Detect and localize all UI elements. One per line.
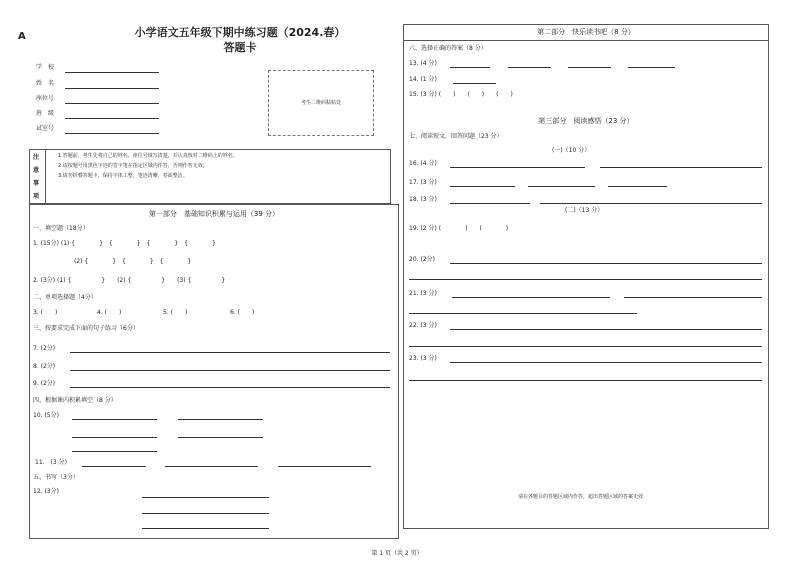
- q5-answer[interactable]: 5. ( ): [163, 309, 188, 316]
- q13-label: 13. (4 分): [409, 60, 437, 67]
- q21-line-3[interactable]: [409, 313, 637, 314]
- q13-line-4[interactable]: [628, 67, 675, 68]
- q14-line[interactable]: [453, 83, 496, 84]
- q17-line-2[interactable]: [528, 186, 595, 187]
- q21-line-1[interactable]: [452, 297, 610, 298]
- q7-answer-line[interactable]: [70, 352, 390, 353]
- info-line-school[interactable]: [65, 72, 159, 73]
- sub2-heading: (二)（13 分）: [565, 207, 604, 214]
- q13-line-2[interactable]: [508, 67, 551, 68]
- q10-label: 10. (5分): [33, 412, 59, 419]
- q18-label: 18. (3 分): [409, 196, 437, 203]
- q10-line-5[interactable]: [72, 451, 157, 452]
- info-line-class[interactable]: [65, 118, 159, 119]
- q11-line-2[interactable]: [165, 466, 258, 467]
- part1-title: 第一部分 基础知识积累与运用（39 分）: [148, 210, 280, 218]
- notice-item-1: 1.答题前，考生先将自己的姓名、座位号填写清楚，并认真核对二维码上的姓名；: [58, 153, 238, 159]
- q19-line[interactable]: 19. (2 分) ( ) ( ): [409, 225, 509, 232]
- q20-line-2[interactable]: [409, 279, 762, 280]
- page-title: 小学语文五年级下期中练习题（2024.春）: [134, 26, 346, 39]
- q4-answer[interactable]: 4. ( ): [97, 309, 122, 316]
- q17-line-1[interactable]: [450, 186, 515, 187]
- sec2-heading: 二、单项选择题（4分）: [33, 294, 97, 301]
- q1-line-b[interactable]: (2) { } { } { }: [74, 258, 192, 265]
- sec6-heading: 六、选择正确的答案（8 分）: [409, 45, 487, 52]
- q2-line[interactable]: 2. (3分) (1) { } (2) { } (3) { }: [33, 277, 226, 284]
- part3-title: 第三部分 阅读感悟（23 分）: [538, 117, 634, 125]
- q23-label: 23. (3 分): [409, 355, 437, 362]
- part2-title-divider: [403, 40, 769, 41]
- q13-line-1[interactable]: [450, 67, 490, 68]
- q16-label: 16. (4 分): [409, 160, 437, 167]
- info-label-seat: 座位号: [36, 95, 55, 102]
- q12-line-3[interactable]: [142, 528, 269, 529]
- info-line-seat[interactable]: [65, 103, 159, 104]
- q18-line-2[interactable]: [540, 203, 762, 204]
- page-subtitle: 答题卡: [223, 41, 257, 54]
- q12-line-1[interactable]: [142, 497, 269, 498]
- version-letter: A: [18, 31, 26, 42]
- q22-label: 22. (3 分): [409, 322, 437, 329]
- q10-line-4[interactable]: [178, 437, 263, 438]
- sec1-heading: 一、填空题（18分）: [33, 225, 89, 232]
- q3-answer[interactable]: 3. ( ): [33, 309, 58, 316]
- part2-title: 第二部分 快乐读书吧（8 分）: [537, 28, 635, 36]
- info-label-name: 姓 名: [36, 80, 55, 87]
- q16-line-2[interactable]: [600, 167, 762, 168]
- q20-label: 20. (2分): [409, 256, 435, 263]
- q16-line-1[interactable]: [450, 167, 585, 168]
- q15-line[interactable]: 15. (3 分) ( ) ( ) ( ): [409, 91, 513, 98]
- q21-line-2[interactable]: [624, 297, 762, 298]
- q1-line-a[interactable]: 1. (15分) (1) { } { } { } { }: [33, 240, 216, 247]
- q17-line-3[interactable]: [608, 186, 667, 187]
- q8-answer-line[interactable]: [70, 370, 390, 371]
- info-label-room: 试室号: [36, 125, 55, 132]
- sec4-heading: 四、根据课内积累填空（8 分）: [33, 397, 117, 404]
- q11-label: 11. (3 分): [35, 459, 67, 466]
- notice-label-2: 意: [33, 167, 40, 174]
- q7-label: 7. (2分): [33, 345, 56, 352]
- sec3-heading: 三、按要求完成下面的句子练习（6分）: [33, 325, 139, 332]
- q11-line-3[interactable]: [278, 466, 371, 467]
- q14-label: 14. (1 分): [409, 76, 437, 83]
- q23-line-1[interactable]: [450, 362, 762, 363]
- page-number: 第 1 页（共 2 页）: [371, 550, 423, 557]
- q6-answer[interactable]: 6. ( ): [230, 309, 255, 316]
- q17-label: 17. (3 分): [409, 179, 437, 186]
- sec5-heading: 五、书写（3分）: [33, 474, 79, 481]
- q21-label: 21. (3 分): [409, 290, 437, 297]
- q10-line-2[interactable]: [178, 419, 263, 420]
- notice-label-4: 项: [33, 193, 40, 200]
- right-box: [403, 24, 769, 529]
- sub1-heading: (一)（10 分）: [552, 147, 591, 154]
- q8-label: 8. (2分): [33, 363, 56, 370]
- part1-box: [29, 204, 399, 539]
- q12-line-2[interactable]: [142, 513, 269, 514]
- info-line-name[interactable]: [65, 88, 159, 89]
- q22-line-2[interactable]: [409, 346, 762, 347]
- q9-label: 9. (2分): [33, 380, 56, 387]
- q22-line-1[interactable]: [450, 329, 762, 330]
- sec7-heading: 七、阅读短文，回答问题（23 分）: [409, 133, 503, 140]
- notice-label-3: 事: [33, 180, 40, 187]
- info-label-class: 班 级: [36, 110, 55, 117]
- q10-line-3[interactable]: [72, 437, 157, 438]
- notice-item-3: 3.请勿折叠答题卡，保持字体工整，笔迹清晰，卷面整洁。: [58, 173, 188, 179]
- q20-line-1[interactable]: [450, 263, 762, 264]
- q10-line-1[interactable]: [72, 419, 157, 420]
- answer-area-note: 请在各题目的答题区域内作答，超出答题区域的答案无效: [518, 494, 644, 500]
- q11-line-1[interactable]: [82, 466, 146, 467]
- barcode-label: 考生二维码粘贴处: [300, 100, 341, 106]
- q13-line-3[interactable]: [568, 67, 611, 68]
- notice-divider: [45, 149, 46, 204]
- info-line-room[interactable]: [65, 133, 159, 134]
- notice-label-1: 注: [33, 154, 40, 161]
- q9-answer-line[interactable]: [70, 387, 390, 388]
- notice-item-2: 2.请按题号用黑色字迹的签字笔在指定区域内作答，否则作答无效；: [58, 163, 208, 169]
- q12-label: 12. (3分): [33, 488, 59, 495]
- q18-line-1[interactable]: [450, 203, 530, 204]
- q23-line-2[interactable]: [409, 380, 762, 381]
- info-label-school: 学 校: [36, 64, 55, 71]
